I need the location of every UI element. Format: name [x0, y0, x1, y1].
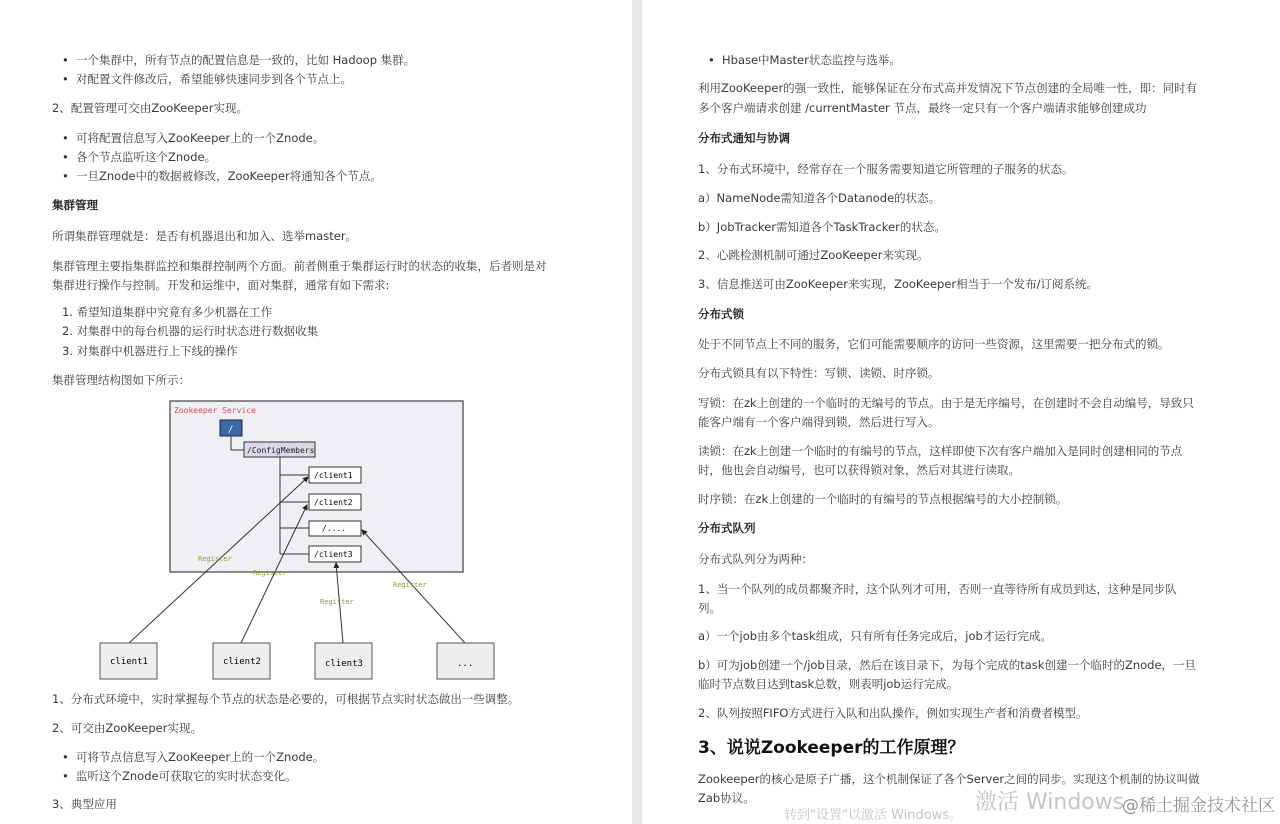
service-label: Zookeeper Service	[174, 406, 256, 415]
paragraph-line: 利用ZooKeeper的强一致性，能够保证在分布式高并发情况下节点创建的全局唯一性，即：同时有	[698, 81, 1198, 95]
client-label: client3	[325, 659, 363, 669]
znode-label: /client3	[314, 550, 353, 559]
paragraph: 2、配置管理可交由ZooKeeper实现。	[52, 101, 248, 115]
paragraph-line: 能客户端有一个客户端得到锁，然后进行写入。	[698, 415, 940, 429]
section-heading: 集群管理	[52, 198, 98, 212]
paragraph-line: 临时节点数目达到task总数，则表明job运行完成。	[698, 677, 959, 691]
left-page	[0, 0, 632, 824]
register-label: Register	[198, 555, 232, 563]
client-label: client2	[223, 657, 261, 667]
paragraph: 2、心跳检测机制可通过ZooKeeper来实现。	[698, 248, 929, 262]
site-watermark: @稀土掘金技术社区	[1122, 796, 1275, 816]
paragraph: b）JobTracker需知道各个TaskTracker的状态。	[698, 220, 946, 234]
znode-label: /client1	[314, 471, 353, 480]
paragraph: 所谓集群管理就是：是否有机器退出和加入、选举master。	[52, 229, 358, 243]
register-label: Register	[253, 569, 287, 577]
paragraph: 3、典型应用	[52, 797, 117, 811]
paragraph: 1、分布式环境中，经常存在一个服务需要知道它所管理的子服务的状态。	[698, 162, 1074, 176]
paragraph-line: 写锁：在zk上创建的一个临时的无编号的节点。由于是无序编号，在创建时不会自动编号，导致只	[698, 396, 1194, 410]
paragraph-line: 集群进行操作与控制。开发和运维中，面对集群，通常有如下需求:	[52, 278, 390, 292]
paragraph: 集群管理结构图如下所示：	[52, 373, 190, 387]
list-item: 3. 对集群中机器进行上下线的操作	[62, 344, 238, 358]
paragraph: 3、信息推送可由ZooKeeper来实现，ZooKeeper相当于一个发布/订阅系统。	[698, 277, 1099, 291]
right-page	[642, 0, 1280, 824]
paragraph-line: 集群管理主要指集群监控和集群控制两个方面。前者侧重于集群运行时的状态的收集，后者则是对	[52, 259, 547, 273]
paragraph: a）一个job由多个task组成，只有所有任务完成后，job才运行完成。	[698, 629, 1052, 643]
section-heading: 分布式通知与协调	[698, 131, 790, 145]
paragraph: 时序锁：在zk上创建的一个临时的有编号的节点根据编号的大小控制锁。	[698, 492, 1068, 506]
bullet-item: • 监听这个Znode可获取它的实时状态变化。	[76, 767, 297, 786]
paragraph: 处于不同节点上不同的服务，它们可能需要顺序的访问一些资源，这里需要一把分布式的锁。	[698, 337, 1170, 351]
paragraph-line: Zab协议。	[698, 791, 755, 805]
znode-label: /client2	[314, 498, 353, 507]
register-label: Register	[320, 598, 354, 606]
root-label: /	[228, 425, 234, 435]
section-heading: 分布式队列	[698, 521, 756, 535]
bullet-item: • 可将节点信息写入ZooKeeper上的一个Znode。	[76, 748, 324, 767]
client-label: ...	[457, 659, 474, 669]
section-heading: 分布式锁	[698, 307, 744, 321]
activate-hint-watermark: 转到"设置"以激活 Windows。	[784, 808, 963, 823]
paragraph: 分布式队列分为两种：	[698, 552, 813, 566]
paragraph-line: 读锁：在zk上创建一个临时的有编号的节点，这样即使下次有客户端加入是同时创建相同的节点	[698, 444, 1183, 458]
bullet-item: • 可将配置信息写入ZooKeeper上的一个Znode。	[76, 129, 324, 148]
paragraph: 分布式锁具有以下特性：写锁、读锁、时序锁。	[698, 366, 940, 380]
list-item: 2. 对集群中的每台机器的运行时状态进行数据收集	[62, 324, 319, 338]
paragraph: 2、可交由ZooKeeper实现。	[52, 721, 202, 735]
bullet-item: • Hbase中Master状态监控与选举。	[722, 51, 901, 70]
register-label: Register	[393, 581, 427, 589]
paragraph: a）NameNode需知道各个Datanode的状态。	[698, 191, 941, 205]
client-boxes	[100, 643, 494, 679]
paragraph-line: b）可为job创建一个/job目录，然后在该目录下，为每个完成的task创建一个临时的Znode，一旦	[698, 658, 1197, 672]
client-label: client1	[110, 657, 148, 667]
question-heading: 3、说说Zookeeper的工作原理？	[698, 738, 965, 758]
bullet-item: • 一个集群中，所有节点的配置信息是一致的，比如 Hadoop 集群。	[76, 51, 415, 70]
bullet-item: • 一旦Znode中的数据被修改，ZooKeeper将通知各个节点。	[76, 167, 382, 186]
znode-label: /....	[322, 524, 347, 533]
paragraph-line: 时，他也会自动编号，也可以获得锁对象，然后对其进行读取。	[698, 463, 1020, 477]
paragraph-line: 1、当一个队列的成员都聚齐时，这个队列才可用，否则一直等待所有成员到达，这种是同步队	[698, 582, 1177, 596]
activate-windows-watermark: 激活 Windows	[975, 790, 1125, 815]
cluster-diagram	[0, 0, 632, 700]
paragraph-line: 多个客户端请求创建 /currentMaster 节点，最终一定只有一个客户端请求能够创建成功	[698, 101, 1147, 115]
paragraph-line: Zookeeper的核心是原子广播，这个机制保证了各个Server之间的同步。实现这个机制的协议叫做	[698, 772, 1200, 786]
bullet-item: • 对配置文件修改后，希望能够快速同步到各个节点上。	[76, 70, 352, 89]
paragraph: 1、分布式环境中，实时掌握每个节点的状态是必要的，可根据节点实时状态做出一些调整。	[52, 692, 520, 706]
config-label: /ConfigMembers	[247, 446, 315, 455]
list-item: 1. 希望知道集群中究竟有多少机器在工作	[62, 305, 273, 319]
bullet-item: • 各个节点监听这个Znode。	[76, 148, 216, 167]
paragraph: 2、队列按照FIFO方式进行入队和出队操作，例如实现生产者和消费者模型。	[698, 706, 1088, 720]
paragraph-line: 列。	[698, 601, 721, 615]
